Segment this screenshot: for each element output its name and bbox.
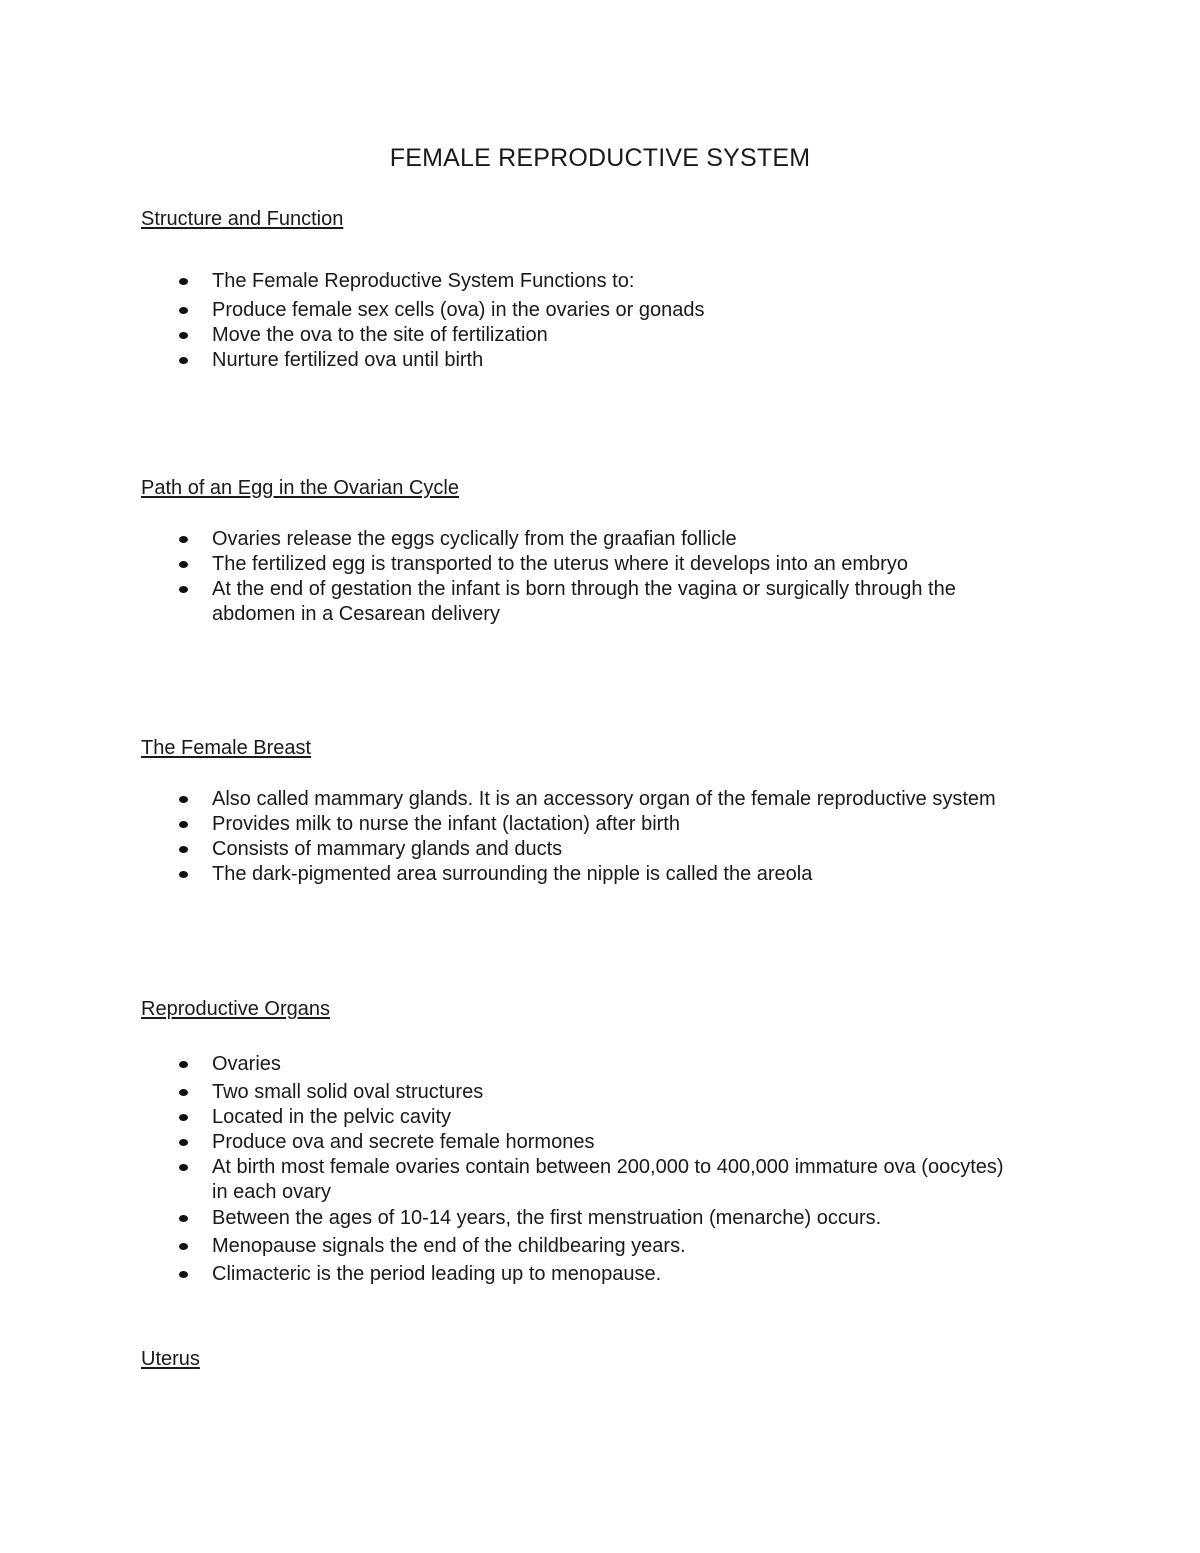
bullet-icon <box>179 278 188 285</box>
list-item <box>141 1105 1101 1130</box>
list-item <box>141 1130 1101 1155</box>
bullet-icon <box>179 1271 188 1278</box>
bullet-icon <box>179 796 188 803</box>
bullet-list <box>141 527 1101 627</box>
list-item-text: Provides milk to nurse the infant (lactation) after birth <box>212 813 680 835</box>
bullet-icon <box>179 871 188 878</box>
list-item <box>141 862 1101 887</box>
list-item <box>141 298 1101 323</box>
list-item-text: Produce ova and secrete female hormones <box>212 1131 595 1153</box>
section-path-of-an-egg <box>141 475 1101 627</box>
list-item-text: Nurture fertilized ova until birth <box>212 349 484 371</box>
list-item-text: Ovaries <box>212 1053 281 1075</box>
list-item-text: The Female Reproductive System Functions to: <box>212 270 635 292</box>
bullet-icon <box>179 1114 188 1121</box>
section-heading: Uterus <box>141 1348 200 1370</box>
list-item-text: Move the ova to the site of fertilization <box>212 324 548 346</box>
bullet-icon <box>179 561 188 568</box>
list-item-text: Produce female sex cells (ova) in the ovaries or gonads <box>212 299 705 321</box>
list-item-text: Climacteric is the period leading up to menopause. <box>212 1263 662 1285</box>
list-item <box>141 1234 1101 1259</box>
list-item <box>141 1262 1101 1287</box>
list-item-text: At the end of gestation the infant is born through the vagina or surgically through the abdomen in a Cesarean delivery <box>212 578 956 625</box>
list-item <box>141 527 1101 552</box>
list-item <box>141 323 1101 348</box>
list-item <box>141 837 1101 862</box>
list-item-text: Also called mammary glands. It is an accessory organ of the female reproductive system <box>212 788 996 810</box>
bullet-list <box>141 269 1101 373</box>
section-uterus <box>141 1346 1101 1372</box>
bullet-icon <box>179 332 188 339</box>
bullet-list <box>141 1052 1101 1287</box>
section-heading: The Female Breast <box>141 737 312 759</box>
bullet-icon <box>179 586 188 593</box>
bullet-icon <box>179 307 188 314</box>
section-heading: Path of an Egg in the Ovarian Cycle <box>141 477 459 499</box>
section-female-breast <box>141 735 1101 887</box>
list-item-text: Ovaries release the eggs cyclically from the graafian follicle <box>212 528 737 550</box>
bullet-icon <box>179 1089 188 1096</box>
list-item-text: At birth most female ovaries contain between 200,000 to 400,000 immature ova (oocytes) in each ovary <box>212 1156 1004 1203</box>
list-item <box>141 348 1101 373</box>
list-item <box>141 552 1101 577</box>
list-item-text: Located in the pelvic cavity <box>212 1106 452 1128</box>
list-item <box>141 1155 1012 1205</box>
section-structure-and-function <box>141 206 1101 373</box>
section-heading: Structure and Function <box>141 208 344 230</box>
list-item-text: Between the ages of 10-14 years, the first menstruation (menarche) occurs. <box>212 1207 882 1229</box>
list-item-text: The dark-pigmented area surrounding the nipple is called the areola <box>212 863 813 885</box>
bullet-icon <box>179 821 188 828</box>
bullet-icon <box>179 357 188 364</box>
list-item <box>141 269 1101 294</box>
bullet-icon <box>179 1139 188 1146</box>
section-reproductive-organs <box>141 996 1101 1287</box>
bullet-icon <box>179 1215 188 1222</box>
bullet-icon <box>179 846 188 853</box>
list-item-text: Consists of mammary glands and ducts <box>212 838 563 860</box>
list-item <box>141 577 1032 627</box>
list-item-text: Two small solid oval structures <box>212 1081 484 1103</box>
list-item <box>141 1080 1101 1105</box>
list-item-text: The fertilized egg is transported to the uterus where it develops into an embryo <box>212 553 908 575</box>
section-heading: Reproductive Organs <box>141 998 330 1020</box>
bullet-icon <box>179 1243 188 1250</box>
list-item <box>141 1206 1101 1231</box>
document-title: FEMALE REPRODUCTIVE SYSTEM <box>389 144 811 172</box>
list-item-text: Menopause signals the end of the childbearing years. <box>212 1235 686 1257</box>
list-item <box>141 812 1101 837</box>
bullet-icon <box>179 1061 188 1068</box>
bullet-list <box>141 787 1101 887</box>
bullet-icon <box>179 1164 188 1171</box>
bullet-icon <box>179 536 188 543</box>
list-item <box>141 787 1101 812</box>
list-item <box>141 1052 1101 1077</box>
